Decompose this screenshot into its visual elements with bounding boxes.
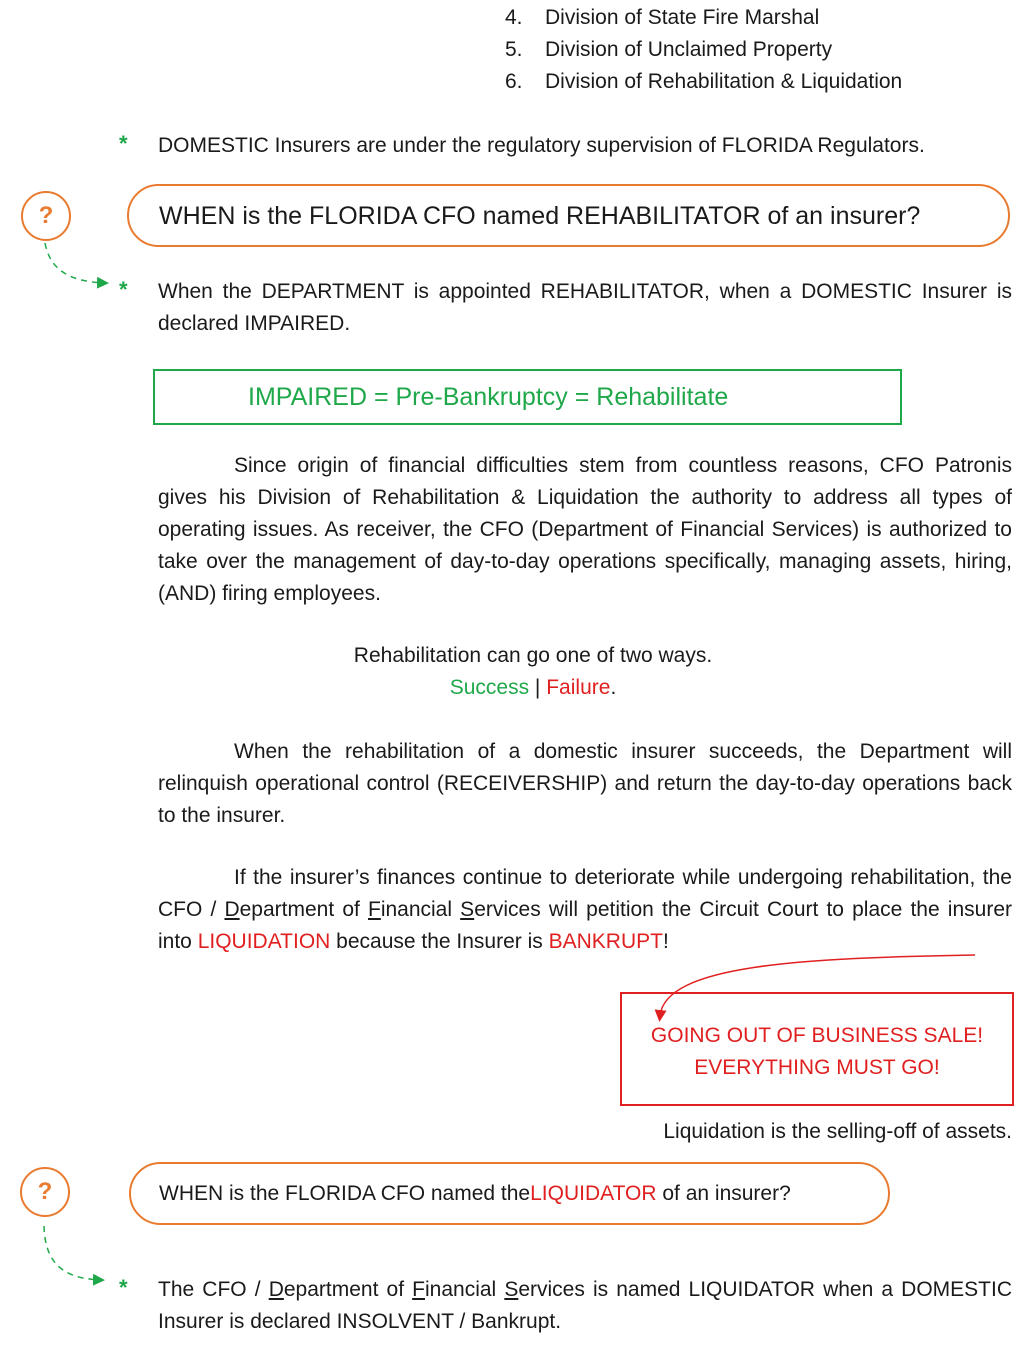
liquidation-definition: Liquidation is the selling-off of assets. bbox=[663, 1120, 1012, 1143]
answer-liquidator: The CFO / Department of Financial Services is named LIQUIDATOR when a DOMESTIC Insurer is declared INSOLVENT / Bankrupt. bbox=[158, 1278, 1013, 1333]
liquidation-word: LIQUIDATION bbox=[197, 930, 331, 953]
question-liquidator: WHEN is the FLORIDA CFO named the LIQUIDATOR of an insurer? bbox=[129, 1162, 890, 1225]
dashed-arrow-2 bbox=[44, 1226, 102, 1280]
bankrupt-word: BANKRUPT bbox=[548, 930, 663, 953]
success-label: Success bbox=[449, 676, 530, 699]
division-list bbox=[505, 2, 902, 98]
answer-rehabilitator: When the DEPARTMENT is appointed REHABILITATOR, when a DOMESTIC Insurer is declared IMPAIRED. bbox=[158, 280, 1012, 335]
dashed-arrow-1 bbox=[45, 243, 106, 283]
list-item: 5. Division of Unclaimed Property bbox=[505, 38, 833, 61]
question-rehabilitator: WHEN is the FLORIDA CFO named REHABILITATOR of an insurer? bbox=[127, 184, 1010, 247]
sale-callout-box: GOING OUT OF BUSINESS SALE! EVERYTHING MUST GO! bbox=[620, 992, 1014, 1106]
paragraph-since-origin: Since origin of financial difficulties stem from countless reasons, CFO Patronis gives his Division of Rehabilitation & Liquidation the authority to address all types of operating issues. As receiver, the CFO (Department of Financial Services) is authorized to take over the management of day-to-day operations specifically, managing assets, hiring, (AND) firing employees. bbox=[158, 454, 1012, 605]
bullet-icon: * bbox=[119, 131, 128, 156]
list-item: 6. Division of Rehabilitation & Liquidation bbox=[505, 70, 903, 93]
list-item: 4. Division of State Fire Marshal bbox=[505, 6, 820, 29]
question-icon: ? bbox=[20, 1167, 70, 1217]
paragraph-deteriorate: If the insurer’s finances continue to deteriorate while undergoing rehabilitation, the CFO / Department of Financial Services will petition the Circuit Court to place the insurer into LIQUIDATION because the Insurer is BANKRUPT! bbox=[158, 866, 1012, 953]
success-failure-line: Success | Failure. bbox=[449, 676, 617, 699]
question-icon: ? bbox=[21, 191, 71, 241]
domestic-note: DOMESTIC Insurers are under the regulatory supervision of FLORIDA Regulators. bbox=[158, 134, 925, 157]
bullet-icon: * bbox=[119, 277, 128, 302]
paragraph-succeeds: When the rehabilitation of a domestic insurer succeeds, the Department will relinquish operational control (RECEIVERSHIP) and return the day-to-day operations back to the insurer. bbox=[158, 740, 1012, 827]
two-ways-line: Rehabilitation can go one of two ways. bbox=[353, 644, 713, 667]
failure-label: Failure bbox=[546, 676, 611, 699]
impaired-definition-box: IMPAIRED = Pre-Bankruptcy = Rehabilitate bbox=[153, 369, 902, 425]
bullet-icon: * bbox=[119, 1275, 128, 1300]
separator: | bbox=[534, 676, 541, 699]
